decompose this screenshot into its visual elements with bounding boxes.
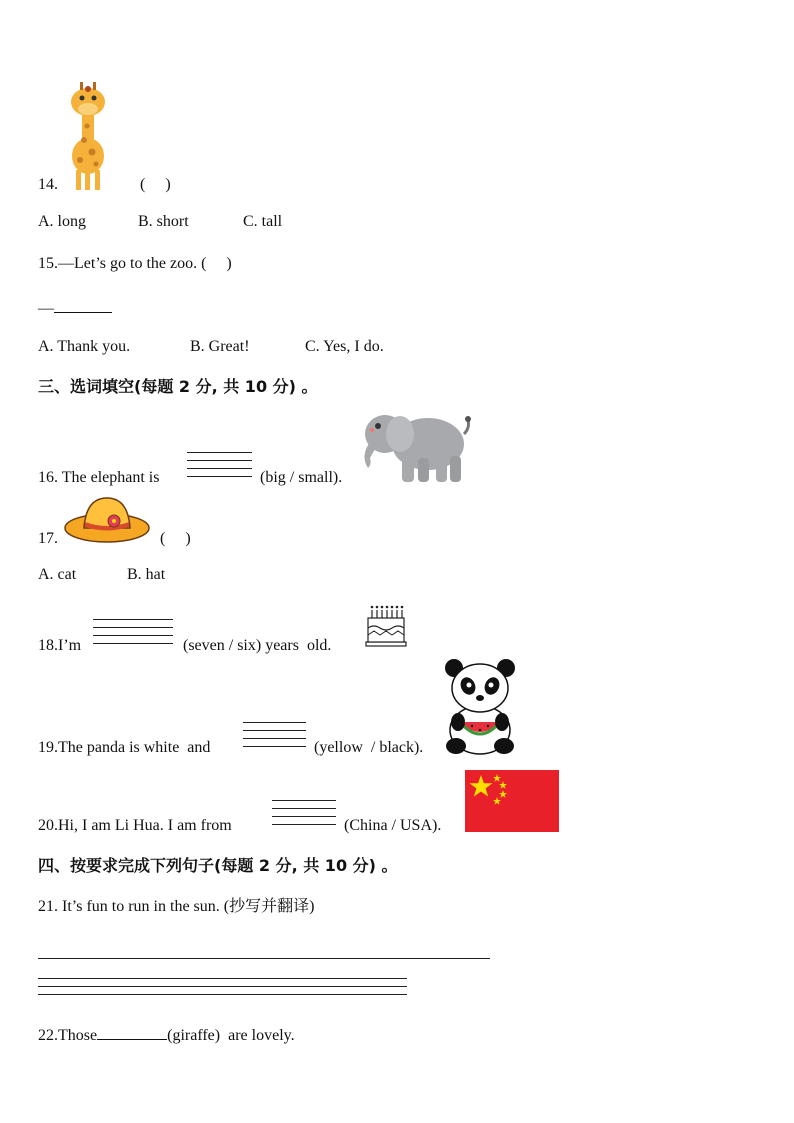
section4-title: 四、按要求完成下列句子(每题 2 分, 共 10 分) 。 xyxy=(38,856,398,875)
q17-option-b: B. hat xyxy=(127,566,166,583)
q20-text-before: 20.Hi, I am Li Hua. I am from xyxy=(38,817,232,834)
elephant-icon xyxy=(358,406,473,486)
q21-translation-lines xyxy=(38,978,407,1002)
q17-number: 17. xyxy=(38,530,58,547)
q21-copy-line xyxy=(38,958,490,966)
q18-answer-lines xyxy=(93,619,173,651)
q22-text-after: (giraffe) are lovely. xyxy=(167,1027,295,1044)
china-flag-icon xyxy=(465,770,559,832)
q21-text: 21. It’s fun to run in the sun. (抄写并翻译) xyxy=(38,898,315,915)
q14-answer-paren: ( ) xyxy=(140,176,171,193)
q15-option-b: B. Great! xyxy=(190,338,250,355)
q22-text-before: 22.Those xyxy=(38,1027,98,1044)
q16-text-before: 16. The elephant is xyxy=(38,469,160,486)
q14-number: 14. xyxy=(38,176,58,193)
hat-icon xyxy=(64,494,150,548)
q15-option-c: C. Yes, I do. xyxy=(305,338,384,355)
q14-option-a: A. long xyxy=(38,213,86,230)
q15-reply xyxy=(38,298,112,317)
q20-text-after: (China / USA). xyxy=(344,817,442,834)
q18-text-before: 18.I’m xyxy=(38,637,82,654)
q16-text-after: (big / small). xyxy=(260,469,343,486)
q17-answer-paren: ( ) xyxy=(160,530,191,547)
q18-text-after: (seven / six) years old. xyxy=(183,637,332,654)
panda-icon xyxy=(444,660,516,756)
section3-title: 三、选词填空(每题 2 分, 共 10 分) 。 xyxy=(38,377,318,396)
q15-prompt: 15.—Let’s go to the zoo. ( ) xyxy=(38,255,232,272)
q19-answer-lines xyxy=(243,722,306,754)
q15-option-a: A. Thank you. xyxy=(38,338,131,355)
q15-reply-dash: — xyxy=(38,300,54,317)
q22-answer-blank xyxy=(97,1025,167,1040)
q22-sentence xyxy=(38,1025,295,1044)
q15-answer-blank xyxy=(54,298,112,313)
birthday-cake-icon xyxy=(362,604,410,650)
q19-text-after: (yellow / black). xyxy=(314,739,424,756)
q14-option-c: C. tall xyxy=(243,213,283,230)
giraffe-icon xyxy=(58,80,118,192)
q19-text-before: 19.The panda is white and xyxy=(38,739,211,756)
q16-answer-lines xyxy=(187,452,252,484)
q20-answer-lines xyxy=(272,800,336,832)
q14-option-b: B. short xyxy=(138,213,189,230)
q17-option-a: A. cat xyxy=(38,566,77,583)
